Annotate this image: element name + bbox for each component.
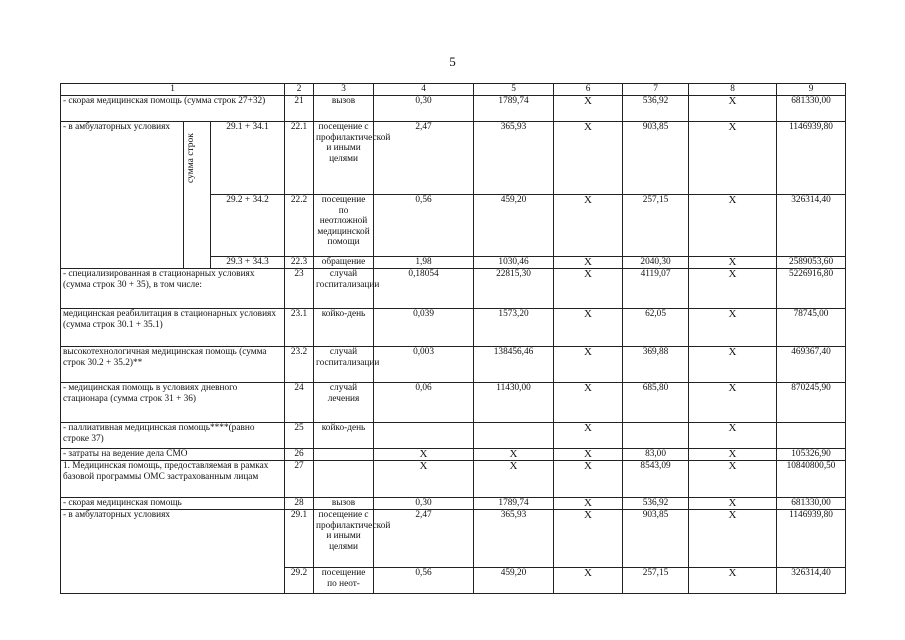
ref-cell: 29.2 + 34.2 xyxy=(211,195,285,257)
value-cell: 536,92 xyxy=(623,96,689,122)
value-cell: 0,18054 xyxy=(374,269,474,309)
header-cell: 8 xyxy=(689,84,777,96)
row-name: - паллиативная медицинская помощь****(равно строке 37) xyxy=(61,423,285,449)
value-cell: 8543,09 xyxy=(623,461,689,498)
x-mark: X xyxy=(554,423,623,449)
row-number: 23 xyxy=(285,269,314,309)
x-mark: X xyxy=(554,96,623,122)
value-cell: 1,98 xyxy=(374,257,474,269)
x-mark: X xyxy=(374,449,474,461)
row-number: 22.3 xyxy=(285,257,314,269)
value-cell: 1146939,80 xyxy=(777,122,846,195)
value-cell: 0,06 xyxy=(374,383,474,423)
value-cell: 681330,00 xyxy=(777,498,846,510)
unit-cell: обращение xyxy=(314,257,374,269)
x-mark: X xyxy=(689,122,777,195)
x-mark: X xyxy=(554,383,623,423)
x-mark: X xyxy=(689,195,777,257)
row-number: 23.2 xyxy=(285,347,314,383)
x-mark: X xyxy=(689,309,777,347)
value-cell: 1789,74 xyxy=(474,498,554,510)
unit-cell: посещение с профилактической и иными целями xyxy=(314,510,374,568)
value-cell: 10840800,50 xyxy=(777,461,846,498)
value-cell: 1146939,80 xyxy=(777,510,846,568)
x-mark: X xyxy=(689,498,777,510)
value-cell: 2589053,60 xyxy=(777,257,846,269)
page-number: 5 xyxy=(449,54,456,69)
value-cell: 138456,46 xyxy=(474,347,554,383)
header-cell: 3 xyxy=(314,84,374,96)
row-name: - специализированная в стационарных условиях (сумма строк 30 + 35), в том числе: xyxy=(61,269,285,309)
table-row xyxy=(61,309,846,347)
unit-cell: посещение с профилактической и иными целями xyxy=(314,122,374,195)
value-cell: 0,003 xyxy=(374,347,474,383)
x-mark: X xyxy=(689,568,777,594)
row-number: 26 xyxy=(285,449,314,461)
row-name: - скорая медицинская помощь (сумма строк 27+32) xyxy=(61,96,285,122)
row-name: медицинская реабилитация в стационарных условиях (сумма строк 30.1 + 35.1) xyxy=(61,309,285,347)
x-mark: X xyxy=(554,568,623,594)
unit-cell: посещение по неотложной медицинской помощи xyxy=(314,195,374,257)
unit-cell: вызов xyxy=(314,96,374,122)
table-row xyxy=(61,449,846,461)
table-row xyxy=(61,498,846,510)
value-cell xyxy=(374,423,474,449)
value-cell xyxy=(474,423,554,449)
header-cell: 6 xyxy=(554,84,623,96)
value-cell: 1573,20 xyxy=(474,309,554,347)
value-cell: 459,20 xyxy=(474,195,554,257)
unit-cell: койко-день xyxy=(314,423,374,449)
value-cell: 0,56 xyxy=(374,568,474,594)
unit-cell xyxy=(314,461,374,498)
row-number: 29.2 xyxy=(285,568,314,594)
header-cell: 4 xyxy=(374,84,474,96)
row-name: высокотехнологичная медицинская помощь (сумма строк 30.2 + 35.2)** xyxy=(61,347,285,383)
ref-cell: 29.1 + 34.1 xyxy=(211,122,285,195)
value-cell: 685,80 xyxy=(623,383,689,423)
row-name: - медицинская помощь в условиях дневного стационара (сумма строк 31 + 36) xyxy=(61,383,285,423)
sum-label-cell xyxy=(184,122,211,269)
x-mark: X xyxy=(554,347,623,383)
value-cell: 681330,00 xyxy=(777,96,846,122)
value-cell: 870245,90 xyxy=(777,383,846,423)
sum-label: сумма строк xyxy=(186,133,196,184)
ref-cell: 29.3 + 34.3 xyxy=(211,257,285,269)
row-number: 28 xyxy=(285,498,314,510)
value-cell: 2,47 xyxy=(374,122,474,195)
x-mark: X xyxy=(689,461,777,498)
value-cell xyxy=(623,423,689,449)
row-name: - скорая медицинская помощь xyxy=(61,498,285,510)
header-cell: 9 xyxy=(777,84,846,96)
value-cell: 903,85 xyxy=(623,122,689,195)
row-name-continued xyxy=(61,568,285,594)
table-row xyxy=(61,423,846,449)
unit-cell: вызов xyxy=(314,498,374,510)
value-cell: 83,00 xyxy=(623,449,689,461)
value-cell: 459,20 xyxy=(474,568,554,594)
x-mark: X xyxy=(689,510,777,568)
row-number: 24 xyxy=(285,383,314,423)
x-mark: X xyxy=(554,449,623,461)
value-cell: 0,30 xyxy=(374,498,474,510)
value-cell: 326314,40 xyxy=(777,195,846,257)
row-number: 27 xyxy=(285,461,314,498)
value-cell xyxy=(777,423,846,449)
value-cell: 257,15 xyxy=(623,568,689,594)
x-mark: X xyxy=(554,269,623,309)
value-cell: 1789,74 xyxy=(474,96,554,122)
x-mark: X xyxy=(554,195,623,257)
row-number: 25 xyxy=(285,423,314,449)
value-cell: 369,88 xyxy=(623,347,689,383)
row-number: 22.1 xyxy=(285,122,314,195)
value-cell: 903,85 xyxy=(623,510,689,568)
x-mark: X xyxy=(689,449,777,461)
value-cell: 22815,30 xyxy=(474,269,554,309)
table-row xyxy=(61,347,846,383)
value-cell: 536,92 xyxy=(623,498,689,510)
unit-cell: случай лечения xyxy=(314,383,374,423)
value-cell: 4119,07 xyxy=(623,269,689,309)
header-cell: 7 xyxy=(623,84,689,96)
x-mark: X xyxy=(554,257,623,269)
value-cell: 257,15 xyxy=(623,195,689,257)
x-mark: X xyxy=(689,383,777,423)
value-cell: 2,47 xyxy=(374,510,474,568)
value-cell: 62,05 xyxy=(623,309,689,347)
row-name: - в амбулаторных условиях xyxy=(61,122,184,269)
x-mark: X xyxy=(554,122,623,195)
value-cell: 0,56 xyxy=(374,195,474,257)
x-mark: X xyxy=(689,269,777,309)
row-number: 29.1 xyxy=(285,510,314,568)
x-mark: X xyxy=(474,449,554,461)
unit-cell: случай госпитализации xyxy=(314,347,374,383)
table-row xyxy=(61,568,846,594)
value-cell: 2040,30 xyxy=(623,257,689,269)
row-number: 22.2 xyxy=(285,195,314,257)
value-cell: 0,30 xyxy=(374,96,474,122)
table-row xyxy=(61,383,846,423)
table-row xyxy=(61,461,846,498)
unit-cell: посещение по неот- xyxy=(314,568,374,594)
value-cell: 1030,46 xyxy=(474,257,554,269)
table-row xyxy=(61,96,846,122)
row-number: 21 xyxy=(285,96,314,122)
row-name: - в амбулаторных условиях xyxy=(61,510,285,568)
unit-cell: случай госпитализации xyxy=(314,269,374,309)
budget-table xyxy=(60,83,846,594)
table-row xyxy=(61,510,846,568)
x-mark: X xyxy=(374,461,474,498)
x-mark: X xyxy=(554,510,623,568)
header-cell: 2 xyxy=(285,84,314,96)
x-mark: X xyxy=(689,347,777,383)
unit-cell: койко-день xyxy=(314,309,374,347)
header-cell: 5 xyxy=(474,84,554,96)
value-cell: 0,039 xyxy=(374,309,474,347)
value-cell: 365,93 xyxy=(474,510,554,568)
table-row xyxy=(61,122,846,195)
value-cell: 365,93 xyxy=(474,122,554,195)
value-cell: 326314,40 xyxy=(777,568,846,594)
table-row xyxy=(61,269,846,309)
value-cell: 469367,40 xyxy=(777,347,846,383)
header-cell: 1 xyxy=(61,84,285,96)
x-mark: X xyxy=(689,423,777,449)
value-cell: 5226916,80 xyxy=(777,269,846,309)
x-mark: X xyxy=(474,461,554,498)
unit-cell xyxy=(314,449,374,461)
row-name: - затраты на ведение дела СМО xyxy=(61,449,285,461)
header-row xyxy=(61,84,846,96)
x-mark: X xyxy=(554,461,623,498)
row-name: 1. Медицинская помощь, предоставляемая в рамках базовой программы ОМС застрахованным лицам xyxy=(61,461,285,498)
value-cell: 105326,90 xyxy=(777,449,846,461)
x-mark: X xyxy=(689,96,777,122)
row-number: 23.1 xyxy=(285,309,314,347)
value-cell: 78745,00 xyxy=(777,309,846,347)
x-mark: X xyxy=(554,498,623,510)
value-cell: 11430,00 xyxy=(474,383,554,423)
x-mark: X xyxy=(689,257,777,269)
x-mark: X xyxy=(554,309,623,347)
